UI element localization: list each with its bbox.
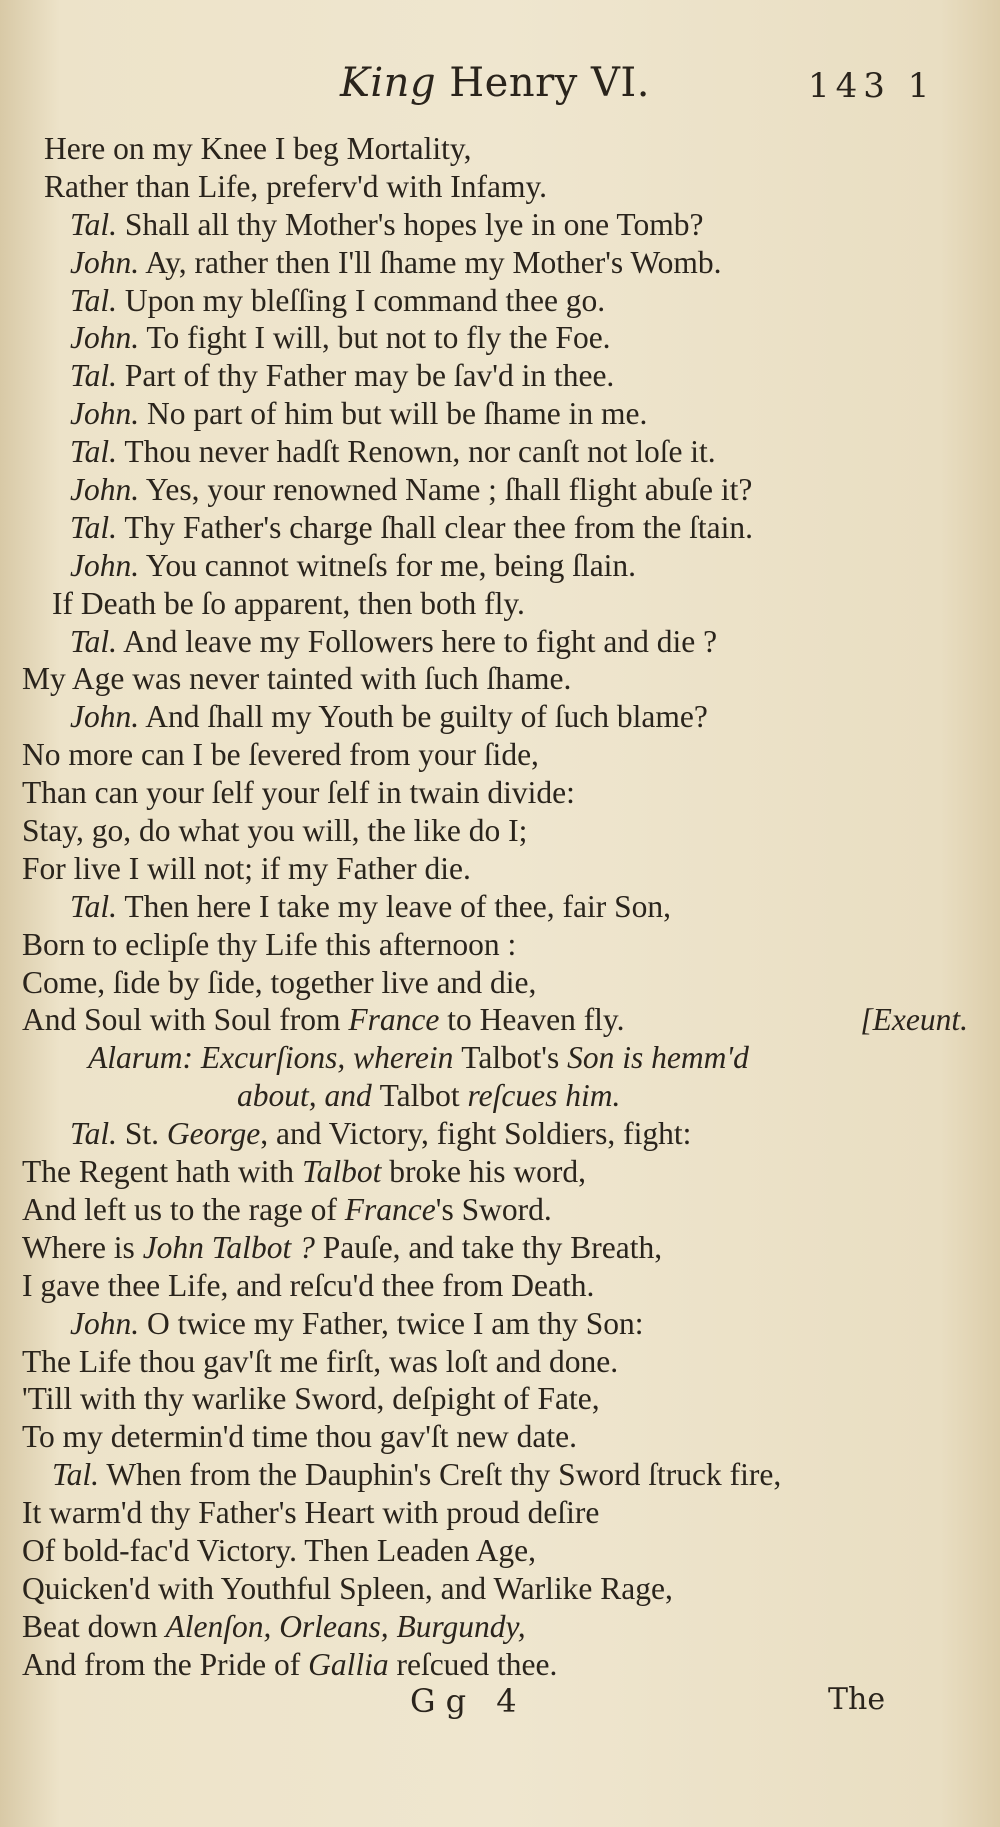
text-line	[22, 1494, 982, 1532]
text-line	[22, 774, 982, 812]
text-segment: And from the Pride of	[22, 1646, 309, 1682]
text-line	[22, 660, 982, 698]
text-segment: Where is	[22, 1229, 143, 1265]
italic-segment: John.	[70, 320, 140, 356]
text-segment: Then here I take my leave of thee, fair Son,	[117, 888, 671, 924]
text-line	[22, 433, 982, 471]
text-segment: Born to eclipſe thy Life this afternoon :	[22, 926, 517, 962]
stage-direction	[22, 1039, 982, 1077]
text-segment: No part of him but will be ſhame in me.	[139, 396, 648, 432]
text-line	[22, 1608, 982, 1646]
text-segment: Talbot	[379, 1078, 460, 1114]
text-segment: Of bold-fac'd Victory. Then Leaden Age,	[22, 1532, 537, 1568]
italic-segment: Tal.	[70, 509, 118, 545]
text-line	[22, 130, 982, 168]
text-segment: Yes, your renowned Name ; ſhall flight abuſe it?	[139, 472, 753, 508]
text-line	[22, 926, 982, 964]
text-segment: , and Victory, fight Soldiers, fight:	[260, 1116, 692, 1152]
text-segment: You cannot witneſs for me, being ſlain.	[139, 547, 637, 583]
italic-segment: John.	[70, 699, 140, 735]
italic-segment: reſcues him.	[459, 1078, 621, 1114]
text-line	[22, 1532, 982, 1570]
catchword: The	[828, 1682, 886, 1717]
text-line	[22, 1456, 982, 1494]
italic-segment: Tal.	[70, 206, 118, 242]
text-segment: Thy Father's charge ſhall clear thee from the ſtain.	[117, 509, 754, 545]
text-segment: Upon my bleſſing I command thee go.	[117, 282, 606, 318]
text-segment: Pauſe, and take thy Breath,	[314, 1229, 663, 1265]
text-line	[22, 395, 982, 433]
italic-segment: Tal.	[70, 358, 118, 394]
italic-segment: about, and	[237, 1078, 380, 1114]
italic-segment: France	[348, 1002, 440, 1038]
text-line	[22, 357, 982, 395]
text-line	[22, 850, 982, 888]
text-segment: And Soul with Soul from	[22, 1002, 349, 1038]
text-line	[22, 736, 982, 774]
text-segment: It warm'd thy Father's Heart with proud deſire	[22, 1495, 600, 1531]
text-segment: And left us to the rage of	[22, 1191, 345, 1227]
text-segment: Rather than Life, preferv'd with Infamy.	[44, 168, 548, 204]
text-segment: Come, ſide by ſide, together live and die,	[22, 964, 537, 1000]
text-line	[22, 168, 982, 206]
text-segment: Stay, go, do what you will, the like do I;	[22, 813, 528, 849]
text-line	[22, 964, 982, 1002]
text-line	[22, 1229, 982, 1267]
stage-direction	[22, 1077, 982, 1115]
italic-segment: John.	[70, 244, 140, 280]
text-line	[22, 1153, 982, 1191]
text-segment: to Heaven fly.	[439, 1002, 625, 1038]
italic-segment: George	[166, 1116, 261, 1152]
page-footer	[0, 1682, 1000, 1732]
text-segment: My Age was never tainted with ſuch ſhame.	[22, 661, 572, 697]
text-line	[22, 509, 982, 547]
italic-segment: John.	[70, 1305, 140, 1341]
text-segment: Beat down	[22, 1608, 166, 1644]
text-line	[22, 471, 982, 509]
italic-segment: Son is hemm'd	[559, 1040, 749, 1076]
text-segment: reſcued thee.	[388, 1646, 558, 1682]
text-segment: Than can your ſelf your ſelf in twain divide:	[22, 775, 575, 811]
running-title	[340, 60, 650, 106]
text-line	[22, 1570, 982, 1608]
italic-segment: Talbot	[301, 1154, 382, 1190]
italic-segment: John.	[70, 472, 140, 508]
exit-direction: [Exeunt.	[860, 1002, 968, 1038]
text-segment: I gave thee Life, and reſcu'd thee from Death.	[22, 1267, 595, 1303]
italic-segment: Tal.	[70, 888, 118, 924]
text-line	[22, 1305, 982, 1343]
text-line	[22, 319, 982, 357]
text-line	[22, 585, 982, 623]
italic-segment: John Talbot ?	[142, 1229, 315, 1265]
text-segment: Talbot's	[461, 1040, 560, 1076]
text-segment: Shall all thy Mother's hopes lye in one Tomb?	[117, 206, 704, 242]
italic-segment: John.	[70, 547, 140, 583]
italic-segment: Tal.	[52, 1457, 100, 1493]
italic-segment: Alenſon, Orleans, Burgundy,	[165, 1608, 526, 1644]
text-segment: When from the Dauphin's Creſt thy Sword ſtruck fire,	[99, 1457, 782, 1493]
running-title-italic: King	[340, 60, 437, 106]
text-segment: If Death be ſo apparent, then both fly.	[52, 585, 525, 621]
text-segment: To my determin'd time thou gav'ſt new date.	[22, 1419, 578, 1455]
text-line	[22, 1267, 982, 1305]
page-header	[0, 60, 1000, 120]
text-line	[22, 1191, 982, 1229]
text-segment: The Life thou gav'ſt me firſt, was loſt and done.	[22, 1343, 619, 1379]
text-line	[22, 812, 982, 850]
text-line	[22, 1115, 982, 1153]
text-line	[22, 1646, 982, 1684]
text-line	[22, 1343, 982, 1381]
text-segment: And ſhall my Youth be guilty of ſuch blame?	[139, 699, 708, 735]
text-segment: 's Sword.	[435, 1191, 552, 1227]
page-number: 143 1	[808, 66, 936, 106]
text-segment: Part of thy Father may be ſav'd in thee.	[117, 358, 615, 394]
text-segment: Thou never hadſt Renown, nor canſt not loſe it.	[117, 434, 716, 470]
text-line	[22, 244, 982, 282]
italic-segment: John.	[70, 396, 140, 432]
text-segment: No more can I be ſevered from your ſide,	[22, 737, 539, 773]
text-segment: The Regent hath with	[22, 1154, 302, 1190]
text-segment: O twice my Father, twice I am thy Son:	[139, 1305, 644, 1341]
italic-segment: France	[344, 1191, 436, 1227]
text-segment: Here on my Knee I beg Mortality,	[44, 131, 472, 166]
play-text	[22, 130, 982, 1684]
text-line	[22, 282, 982, 320]
text-line	[22, 206, 982, 244]
signature-mark: Gg 4	[410, 1682, 527, 1720]
text-line	[22, 888, 982, 926]
italic-segment: Tal.	[70, 1116, 118, 1152]
text-segment: St.	[117, 1116, 167, 1152]
italic-segment: Tal.	[70, 434, 118, 470]
italic-segment: Tal.	[70, 623, 118, 659]
running-title-rest: Henry VI.	[436, 60, 650, 106]
text-line	[22, 1001, 982, 1039]
text-segment: Quicken'd with Youthful Spleen, and Warlike Rage,	[22, 1570, 673, 1606]
text-segment: broke his word,	[381, 1154, 587, 1190]
text-line	[22, 1418, 982, 1456]
italic-segment: Alarum: Excurſions, wherein	[88, 1040, 462, 1076]
text-segment: Ay, rather then I'll ſhame my Mother's Womb.	[139, 244, 722, 280]
text-line	[22, 1380, 982, 1418]
text-segment: To fight I will, but not to fly the Foe.	[139, 320, 611, 356]
text-line	[22, 623, 982, 661]
italic-segment: Tal.	[70, 282, 118, 318]
text-segment: 'Till with thy warlike Sword, deſpight of Fate,	[22, 1381, 600, 1417]
text-line	[22, 698, 982, 736]
italic-segment: Gallia	[308, 1646, 389, 1682]
text-segment: For live I will not; if my Father die.	[22, 850, 471, 886]
text-line	[22, 547, 982, 585]
text-segment: And leave my Followers here to fight and die ?	[117, 623, 718, 659]
